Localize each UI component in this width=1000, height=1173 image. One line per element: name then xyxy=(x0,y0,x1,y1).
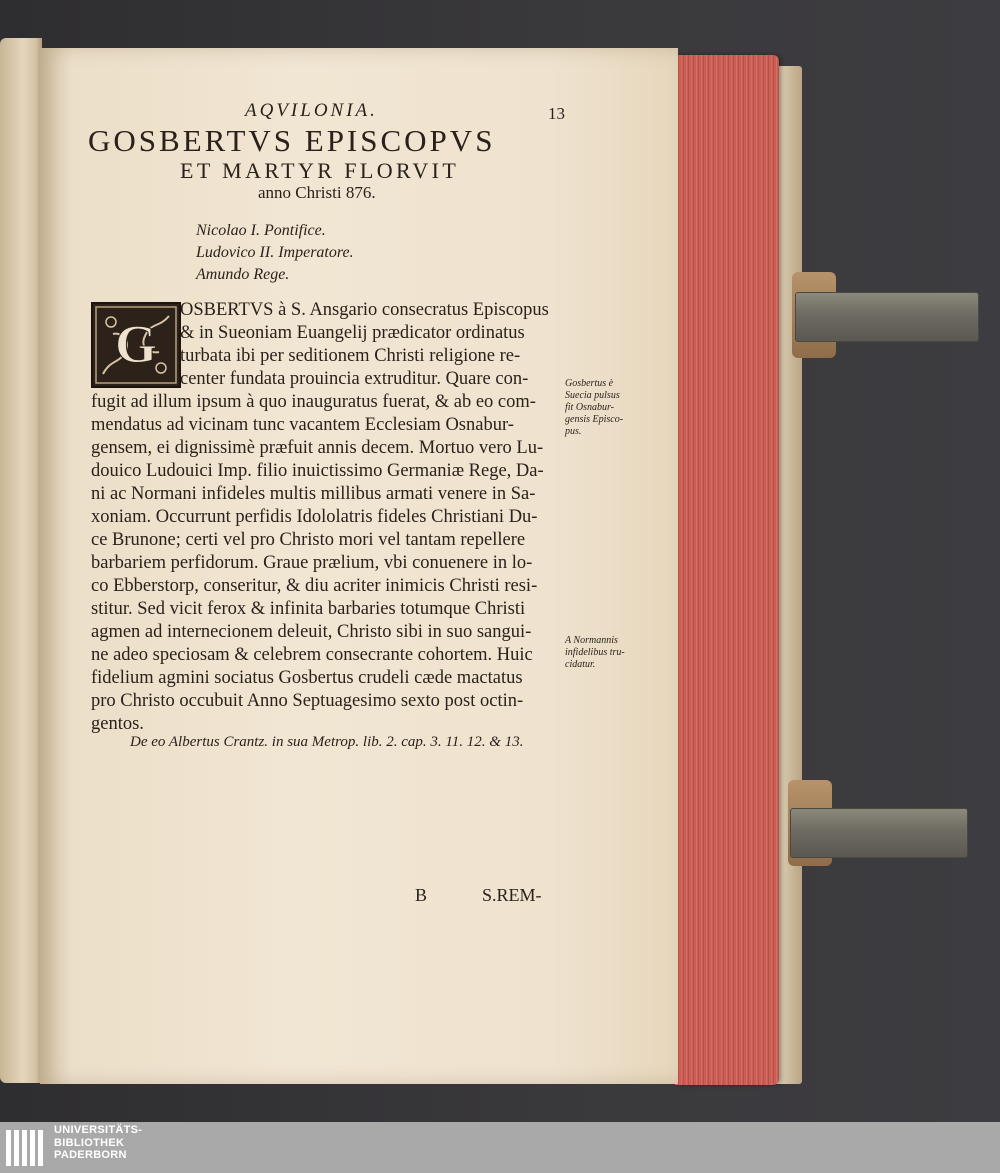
reference-note: De eo Albertus Crantz. in sua Metrop. lib. 2. cap. 3. 11. 12. & 13. xyxy=(130,734,524,750)
library-name-line-1: UNIVERSITÄTS- xyxy=(54,1124,143,1136)
initial-letter: G xyxy=(114,314,158,374)
side-note-1-line: Gosbertus è xyxy=(565,378,614,389)
upper-clasp xyxy=(795,292,979,342)
side-note-1-line: pus. xyxy=(565,426,582,437)
body-line-17: fidelium agmini sociatus Gosbertus crudeli cæde mactatus xyxy=(91,668,523,688)
body-line-14: stitur. Sed vicit ferox & infinita barbaries totumque Christi xyxy=(91,599,526,619)
ruler-line-3: Amundo Rege. xyxy=(196,266,290,283)
body-line-18: pro Christo occubuit Anno Septuagesimo sexto post octin- xyxy=(91,691,524,711)
red-page-edges xyxy=(675,55,779,1085)
body-line-10: xoniam. Occurrunt perfidis Idololatris fideles Christiani Du- xyxy=(91,507,538,527)
body-line-4: center fundata prouincia extruditur. Quare con- xyxy=(180,369,529,389)
body-line-13: co Ebberstorp, conseritur, & diu acriter inimicis Christi resi- xyxy=(91,576,538,596)
decorated-initial xyxy=(91,302,181,388)
body-line-5: fugit ad illum ipsum à quo inauguratus fuerat, & ab eo com- xyxy=(91,392,536,412)
title-line-1: GOSBERTVS EPISCOPVS xyxy=(88,123,496,158)
body-line-19: gentos. xyxy=(91,714,144,734)
side-note-2-line: cidatur. xyxy=(565,659,596,670)
body-line-7: gensem, ei dignissimè præfuit annis decem. Mortuo vero Lu- xyxy=(91,438,544,458)
running-head: AQVILONIA. xyxy=(245,100,378,121)
side-note-1-line: fit Osnabur- xyxy=(565,402,614,413)
ornament-icon xyxy=(93,304,179,386)
body-line-1: OSBERTVS à S. Ansgario consecratus Episcopus xyxy=(180,300,549,320)
side-note-1-line: Suecia pulsus xyxy=(565,390,620,401)
left-page-edge xyxy=(0,38,42,1083)
body-line-9: ni ac Normani infideles multis millibus armati venere in Sa- xyxy=(91,484,536,504)
body-line-8: douico Ludouici Imp. filio inuictissimo Germaniæ Rege, Da- xyxy=(91,461,544,481)
library-name-line-3: PADERBORN xyxy=(54,1149,127,1161)
body-line-16: ne adeo speciosam & celebrem consecrante cohortem. Huic xyxy=(91,645,533,665)
side-note-2-line: infidelibus tru- xyxy=(565,647,625,658)
catchword: S.REM- xyxy=(482,885,542,905)
lower-clasp xyxy=(790,808,968,858)
library-name xyxy=(54,1124,142,1162)
body-line-3: turbata ibi per seditionem Christi religione re- xyxy=(180,346,521,366)
body-line-2: & in Sueoniam Euangelij prædicator ordinatus xyxy=(180,323,525,343)
signature-mark: B xyxy=(415,885,428,905)
title-line-3: anno Christi 876. xyxy=(258,183,376,202)
body-line-11: ce Brunone; certi vel pro Christo mori vel tantam repellere xyxy=(91,530,526,550)
library-name-line-2: BIBLIOTHEK xyxy=(54,1136,125,1149)
body-line-15: agmen ad internecionem deleuit, Christo sibi in suo sangui- xyxy=(91,622,532,642)
ruler-line-2: Ludovico II. Imperatore. xyxy=(196,244,354,261)
body-line-6: mendatus ad vicinam tunc vacantem Ecclesiam Osnabur- xyxy=(91,415,514,435)
side-note-1 xyxy=(565,378,623,438)
title-line-2: ET MARTYR FLORVIT xyxy=(180,158,460,183)
ruler-line-1: Nicolao I. Pontifice. xyxy=(196,222,326,239)
page-number: 13 xyxy=(548,104,565,123)
footer-bar xyxy=(0,1122,1000,1173)
library-logo-icon xyxy=(4,1126,48,1170)
side-note-2-line: A Normannis xyxy=(565,635,618,646)
body-line-12: barbariem perfidorum. Graue prælium, vbi conuenere in lo- xyxy=(91,553,533,573)
side-note-1-line: gensis Episco- xyxy=(565,414,624,425)
side-note-2 xyxy=(565,635,625,671)
